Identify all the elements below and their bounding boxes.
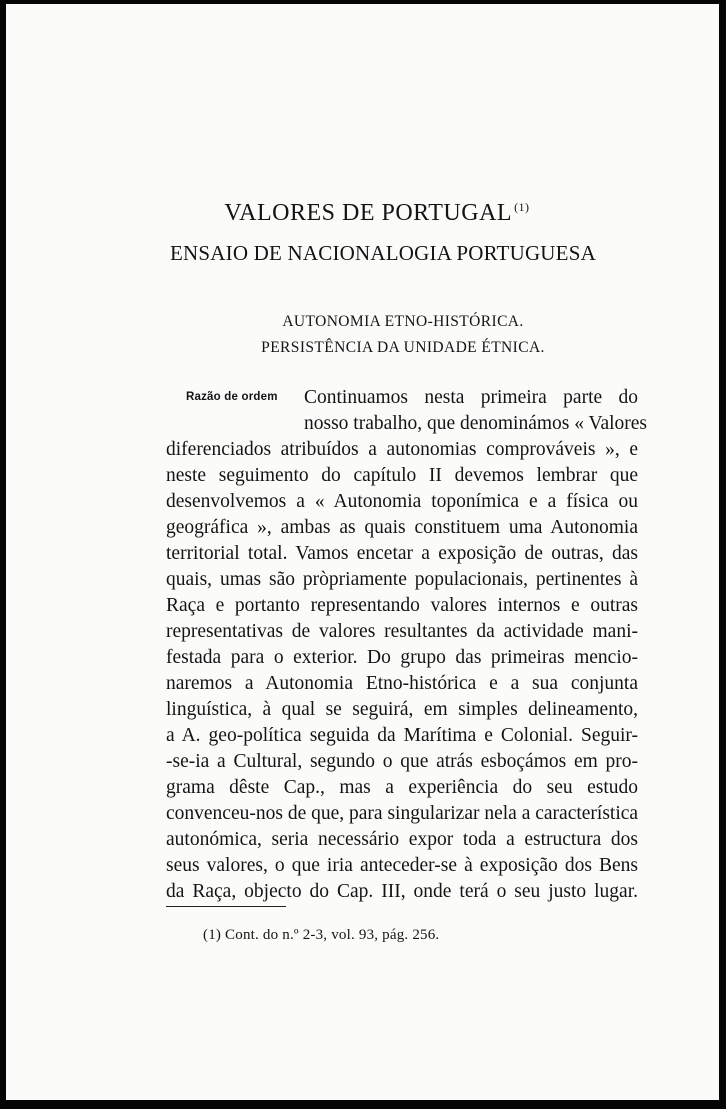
text-line: territorial total. Vamos encetar a exposição de outras, das xyxy=(166,543,638,564)
title-footnote-marker: (1) xyxy=(514,200,530,214)
page-subtitle: ENSAIO DE NACIONALOGIA PORTUGUESA xyxy=(170,241,596,265)
section-heading-line-1: AUTONOMIA ETNO-HISTÓRICA. xyxy=(282,313,524,330)
text-line: convenceu-nos de que, para singularizar nela a característica xyxy=(166,803,639,824)
text-line: -se-ia a Cultural, segundo o que atrás esboçámos em pro- xyxy=(166,751,638,772)
text-line: representativas de valores resultantes da actividade mani- xyxy=(166,621,638,642)
text-line: nosso trabalho, que denominámos « Valores xyxy=(304,413,648,434)
footnote-text: Cont. do n.º 2-3, vol. 93, pág. 256. xyxy=(221,927,440,943)
text-line: quais, umas são pròpriamente populacionais, pertinentes à xyxy=(166,569,638,590)
page-title xyxy=(0,200,726,227)
text-line: neste seguimento do capítulo II devemos lembrar que xyxy=(166,465,638,486)
text-line: Raça e portanto representando valores internos e outras xyxy=(166,595,638,616)
footnote-divider xyxy=(166,906,286,907)
text-line: geográfica », ambas as quais constituem uma Autonomia xyxy=(166,517,638,538)
text-line: da Raça, objecto do Cap. III, onde terá o seu justo lugar. xyxy=(166,881,638,902)
title-text: VALORES DE PORTUGAL xyxy=(224,200,513,226)
text-line: grama dêste Cap., mas a experiência do seu estudo xyxy=(166,777,638,798)
footnote-marker: (1) xyxy=(203,927,222,943)
footnote xyxy=(203,927,439,944)
text-line: desenvolvemos a « Autonomia toponímica e a física ou xyxy=(166,491,638,512)
text-line: naremos a Autonomia Etno-histórica e a sua conjunta xyxy=(166,673,638,694)
text-line: linguística, à qual se seguirá, em simples delineamento, xyxy=(166,699,638,720)
margin-note: Razão de ordem xyxy=(186,391,278,403)
text-line: a A. geo-política seguida da Marítima e Colonial. Seguir- xyxy=(166,725,638,746)
text-line: diferenciados atribuídos a autonomias comprováveis », e xyxy=(166,439,638,460)
section-heading-line-2: PERSISTÊNCIA DA UNIDADE ÉTNICA. xyxy=(261,339,545,356)
text-line: Continuamos nesta primeira parte do xyxy=(304,387,638,408)
text-line: autonómica, seria necessário expor toda a estructura dos xyxy=(166,829,638,850)
text-line: festada para o exterior. Do grupo das primeiras mencio- xyxy=(166,647,638,668)
text-line: seus valores, o que iria anteceder-se à exposição dos Bens xyxy=(166,855,638,876)
